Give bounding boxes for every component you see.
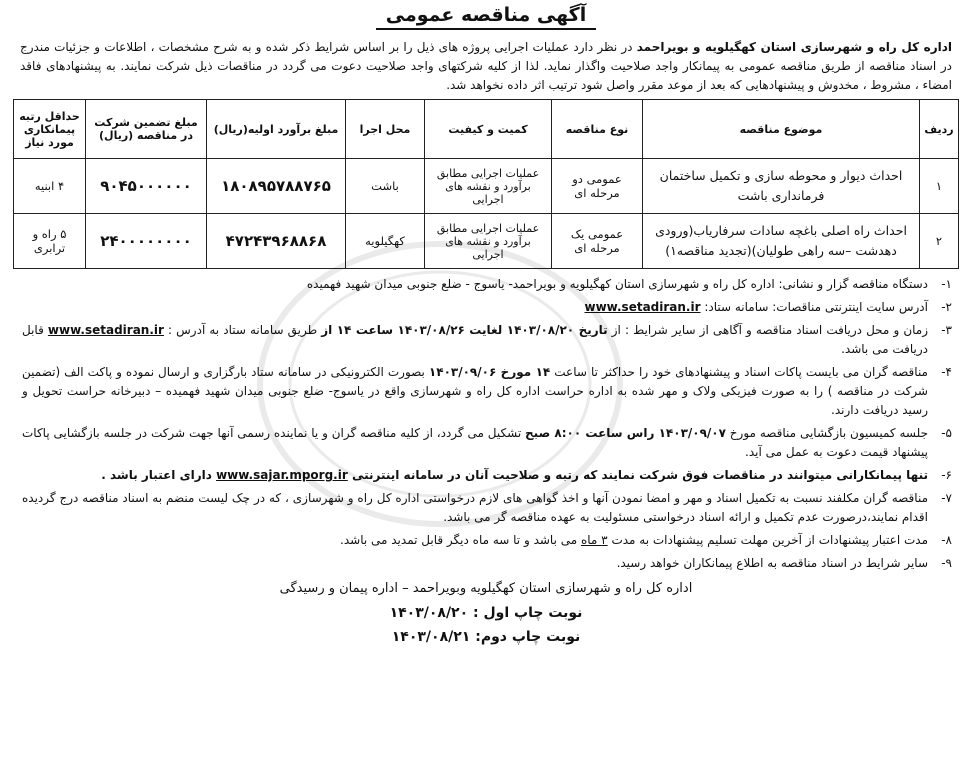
item-text-part: آدرس سایت اینترنتی مناقصات: سامانه ستاد: bbox=[700, 300, 928, 314]
header-type: نوع مناقصه bbox=[552, 100, 643, 159]
header-location: محل اجرا bbox=[346, 100, 425, 159]
header-row-number: ردیف bbox=[920, 100, 959, 159]
item-text bbox=[22, 466, 928, 485]
cell-subject: احداث راه اصلی باغچه سادات سرفاریاب(ورودی دهدشت –سه راهی طولیان)(تجدید مناقصه۱) bbox=[643, 214, 920, 269]
header-subject: موضوع مناقصه bbox=[643, 100, 920, 159]
validity-period: ۳ ماه bbox=[580, 533, 608, 547]
item-number: ۶- bbox=[941, 468, 952, 482]
cell-estimate: ۱۸۰۸۹۵۷۸۸۷۶۵ bbox=[207, 159, 346, 214]
item-number: ۵- bbox=[941, 426, 952, 440]
cell-guarantee: ۲۴۰۰۰۰۰۰۰۰ bbox=[86, 214, 207, 269]
list-item bbox=[22, 298, 952, 317]
setadiran-link[interactable]: www.setadiran.ir bbox=[584, 300, 701, 314]
item-text-part: زمان و محل دریافت اسناد مناقصه و آگاهی از سایر شرایط : از bbox=[607, 323, 929, 337]
cell-row-number: ۲ bbox=[920, 214, 959, 269]
cell-row-number: ۱ bbox=[920, 159, 959, 214]
cell-guarantee: ۹۰۴۵۰۰۰۰۰۰ bbox=[86, 159, 207, 214]
list-item bbox=[22, 554, 952, 573]
tender-table bbox=[13, 99, 959, 269]
item-text bbox=[22, 424, 928, 462]
item-number: ۳- bbox=[941, 323, 952, 337]
item-text-part: تنها پیمانکارانی میتوانند در مناقصات فوق شرکت نمایند که رتبه و صلاحیت آنان در سامانه اینترنتی bbox=[347, 468, 928, 482]
item-text-part: قابل دریافت می باشد. bbox=[22, 323, 928, 356]
cell-grade: ۵ راه و ترابری bbox=[14, 214, 86, 269]
document-date-range: تاریخ ۱۴۰۳/۰۸/۲۰ لغایت ۱۴۰۳/۰۸/۲۶ ساعت ۱۴ از bbox=[321, 323, 608, 337]
table-row bbox=[14, 159, 959, 214]
item-number: ۱- bbox=[941, 277, 952, 291]
cell-quality: عملیات اجرایی مطابق برآورد و نقشه های اجرایی bbox=[425, 159, 552, 214]
cell-type: عمومی یک مرحله ای bbox=[552, 214, 643, 269]
item-number: ۷- bbox=[941, 491, 952, 505]
cell-location: کهگیلویه bbox=[346, 214, 425, 269]
tender-notice-page bbox=[0, 4, 972, 759]
list-item bbox=[22, 275, 952, 294]
notice-title bbox=[12, 4, 960, 32]
item-number: ۴- bbox=[941, 365, 952, 379]
notice-title-text: آگهی مناقصه عمومی bbox=[376, 4, 597, 30]
item-text: سایر شرایط در اسناد مناقصه به اطلاع پیمانکاران خواهد رسید. bbox=[616, 556, 928, 570]
cell-grade: ۴ ابنیه bbox=[14, 159, 86, 214]
setadiran-link[interactable]: www.setadiran.ir bbox=[47, 323, 164, 337]
item-text-part: بصورت الکترونیکی در سامانه ستاد بارگزاری و ارسال نموده و پاکت الف (تضمین شرکت در مناقصه ) را به صورت فیزیکی ولاک و مهر شده به اداره حراست اداره کل راه و شهرسازی واقع در یاسوج- ضلع جنوبی میدان شهید فهمیده – دبیرخانه حراست تحویل و رسید دریافت دارند. bbox=[22, 365, 928, 417]
item-number: ۸- bbox=[941, 533, 952, 547]
notice-footer bbox=[12, 577, 960, 649]
second-print-date: نوبت چاپ دوم: ۱۴۰۳/۰۸/۲۱ bbox=[391, 629, 581, 645]
intro-text: در نظر دارد عملیات اجرایی پروژه های ذیل را بر اساس شرایط ذکر شده و به شرح مشخصات ، اطلاعات و جزئیات مندرج در اسناد مناقصه از طریق مناقصه عمومی به پیمانکار واجد صلاحیت واگذار نماید. لذا از کلیه شرکتهای واجد صلاحیت دعوت می گردد در مناقصات ذیل شرکت نمایند. به پیشنهادهای فاقد امضاء ، مشروط ، مخدوش و پیشنهادهایی که بعد از موعد مقرر واصل شود ترتیب اثر داده نخواهد شد. bbox=[20, 40, 952, 92]
item-text-part: مناقصه گران می بایست پاکات اسناد و پیشنهادهای خود را حداکثر تا ساعت bbox=[550, 365, 928, 379]
footer-signature: اداره کل راه و شهرسازی استان کهگیلویه وبویراحمد – اداره پیمان و رسیدگی bbox=[279, 581, 693, 596]
list-item bbox=[22, 489, 952, 527]
cell-type: عمومی دو مرحله ای bbox=[552, 159, 643, 214]
conditions-list bbox=[22, 275, 952, 573]
item-text-part: مدت اعتبار پیشنهادات از آخرین مهلت تسلیم پیشنهادات به مدت bbox=[607, 533, 928, 547]
submission-deadline: ۱۴ مورخ ۱۴۰۳/۰۹/۰۶ bbox=[428, 365, 551, 379]
header-guarantee: مبلغ تضمین شرکت در مناقصه (ریال) bbox=[86, 100, 207, 159]
cell-quality: عملیات اجرایی مطابق برآورد و نقشه های اجرایی bbox=[425, 214, 552, 269]
item-text-part: تشکیل می گردد، از کلیه مناقصه گران و یا نماینده رسمی آنها جهت شرکت در جلسه بازگشایی پاکات پیشنهاد قیمت دعوت به عمل می آید. bbox=[22, 426, 928, 459]
item-text-part: می باشد و تا سه ماه دیگر قابل تمدید می باشد. bbox=[340, 533, 581, 547]
header-grade: حداقل رتبه پیمانکاری مورد نیاز bbox=[14, 100, 86, 159]
first-print-date: نوبت چاپ اول : ۱۴۰۳/۰۸/۲۰ bbox=[389, 605, 583, 621]
cell-estimate: ۴۷۲۴۳۹۶۸۸۶۸ bbox=[207, 214, 346, 269]
item-text bbox=[22, 531, 928, 550]
cell-subject: احداث دیوار و محوطه سازی و تکمیل ساختمان فرمانداری باشت bbox=[643, 159, 920, 214]
intro-paragraph bbox=[20, 38, 952, 95]
list-item bbox=[22, 424, 952, 462]
list-item bbox=[22, 363, 952, 420]
list-item bbox=[22, 321, 952, 359]
table-row bbox=[14, 214, 959, 269]
sajar-link[interactable]: www.sajar.mporg.ir bbox=[216, 468, 348, 482]
item-text: مناقصه گران مکلفند نسبت به تکمیل اسناد و مهر و امضا نمودن آنها و اخذ گواهی های لازم درخواستی اداره کل راه و شهرسازی ، که در چک لیست منضم به اسناد مناقصه درج گردیده اقدام نمایند،درصورت عدم تکمیل و ارائه اسناد درخواستی مسئولیت به عهده مناقصه گر می باشد. bbox=[22, 491, 928, 524]
item-text-part: طریق سامانه ستاد به آدرس : bbox=[163, 323, 322, 337]
item-text bbox=[22, 321, 928, 359]
item-text-part: جلسه کمیسیون بازگشایی مناقصه مورخ bbox=[725, 426, 928, 440]
list-item bbox=[22, 466, 952, 485]
item-text: دستگاه مناقصه گزار و نشانی: اداره کل راه و شهرسازی استان کهگیلویه و بویراحمد- یاسوج - ضلع جنوبی میدان شهید فهمیده bbox=[306, 277, 928, 291]
cell-location: باشت bbox=[346, 159, 425, 214]
item-number: ۲- bbox=[941, 300, 952, 314]
header-estimate: مبلغ برآورد اولیه(ریال) bbox=[207, 100, 346, 159]
header-quality: کمیت و کیفیت bbox=[425, 100, 552, 159]
intro-organization: اداره کل راه و شهرسازی استان کهگیلویه و بویراحمد bbox=[636, 40, 952, 54]
item-number: ۹- bbox=[941, 556, 952, 570]
opening-session-date: ۱۴۰۳/۰۹/۰۷ راس ساعت ۸:۰۰ صبح bbox=[525, 426, 726, 440]
item-text bbox=[22, 363, 928, 420]
item-text bbox=[22, 298, 928, 317]
item-text-part: دارای اعتبار باشد . bbox=[101, 468, 217, 482]
list-item bbox=[22, 531, 952, 550]
table-header-row bbox=[14, 100, 959, 159]
